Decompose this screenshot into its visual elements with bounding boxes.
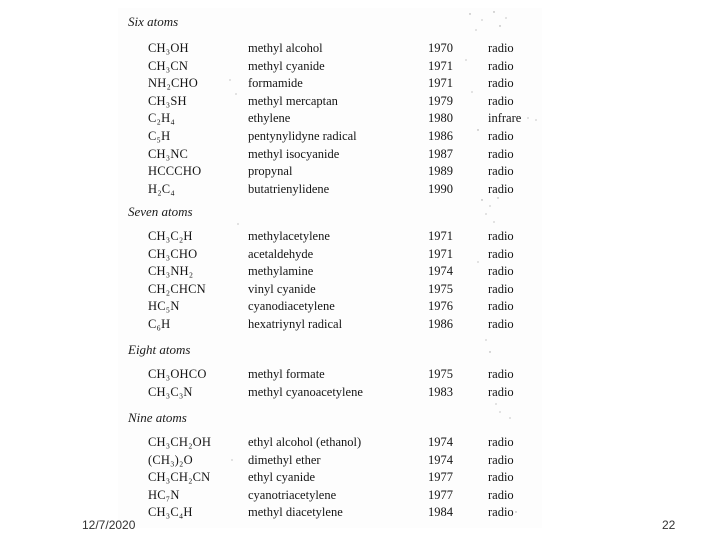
molecule-name: butatrienylidene bbox=[248, 181, 330, 196]
section-title: Eight atoms bbox=[128, 342, 191, 357]
table-row bbox=[0, 146, 720, 162]
discovery-year: 1986 bbox=[428, 317, 453, 331]
molecule-name: methyl isocyanide bbox=[248, 146, 340, 161]
molecule-name: hexatriynyl radical bbox=[248, 317, 343, 331]
detection-method: radio bbox=[488, 452, 514, 467]
detection-method: radio bbox=[488, 299, 514, 314]
molecule-name: methyl mercaptan bbox=[248, 93, 338, 108]
detection-method: radio bbox=[488, 181, 514, 196]
molecule-formula: C₆H bbox=[148, 317, 171, 331]
discovery-year: 1971 bbox=[428, 246, 453, 261]
table-row bbox=[0, 181, 720, 197]
table-row bbox=[0, 128, 720, 144]
molecule-name: dimethyl ether bbox=[248, 452, 321, 467]
table-row bbox=[0, 469, 720, 485]
molecule-name: ethyl alcohol (ethanol) bbox=[248, 435, 362, 449]
table-row bbox=[0, 75, 720, 91]
table-row bbox=[0, 58, 720, 74]
table-row bbox=[0, 384, 720, 400]
detection-method: radio bbox=[488, 435, 514, 449]
section-title: Six atoms bbox=[128, 14, 179, 29]
detection-method: radio bbox=[488, 487, 514, 502]
detection-method: radio bbox=[488, 41, 514, 55]
page-number: 22 bbox=[662, 518, 676, 532]
section-title: Seven atoms bbox=[128, 204, 193, 219]
molecule-formula: CH₃SH bbox=[148, 93, 187, 108]
molecule-name: methyl alcohol bbox=[248, 41, 323, 55]
detection-method: radio bbox=[488, 58, 514, 73]
discovery-year: 1974 bbox=[428, 264, 453, 279]
discovery-year: 1987 bbox=[428, 146, 453, 161]
detection-method: radio bbox=[488, 384, 514, 399]
detection-method: radio bbox=[488, 146, 514, 161]
table-row bbox=[0, 228, 720, 244]
discovery-year: 1975 bbox=[428, 367, 453, 381]
molecule-name: methyl cyanide bbox=[248, 58, 325, 73]
discovery-year: 1970 bbox=[428, 41, 453, 55]
table-row bbox=[0, 434, 720, 450]
discovery-year: 1984 bbox=[428, 505, 453, 520]
detection-method: radio bbox=[488, 246, 514, 261]
detection-method: radio bbox=[488, 470, 514, 485]
molecule-formula: CH₃CH₂OH bbox=[148, 435, 212, 449]
discovery-year: 1989 bbox=[428, 164, 453, 179]
discovery-year: 1977 bbox=[428, 470, 453, 485]
molecule-name: vinyl cyanide bbox=[248, 281, 316, 296]
discovery-year: 1971 bbox=[428, 229, 453, 243]
molecule-formula: C₂H₄ bbox=[148, 111, 175, 126]
discovery-year: 1977 bbox=[428, 487, 453, 502]
table-row bbox=[0, 298, 720, 314]
molecule-name: cyanodiacetylene bbox=[248, 299, 335, 314]
molecule-formula: HC₇N bbox=[148, 487, 180, 502]
molecule-formula: CH₃OHCO bbox=[148, 367, 207, 381]
molecule-name: acetaldehyde bbox=[248, 246, 314, 261]
detection-method: radio bbox=[488, 264, 514, 279]
table-row bbox=[0, 452, 720, 468]
molecule-formula: NH₂CHO bbox=[148, 76, 199, 91]
molecule-formula: H₂C₄ bbox=[148, 181, 175, 196]
molecule-formula: CH₂CHCN bbox=[148, 281, 206, 296]
footer-date: 12/7/2020 bbox=[82, 518, 136, 532]
detection-method: radio bbox=[488, 93, 514, 108]
discovery-year: 1974 bbox=[428, 435, 453, 449]
detection-method: radio bbox=[488, 367, 514, 381]
molecule-name: methylamine bbox=[248, 264, 314, 279]
molecule-formula: CH₃NC bbox=[148, 146, 189, 161]
table-row bbox=[0, 246, 720, 262]
detection-method: radio bbox=[488, 129, 514, 143]
detection-method: infrare bbox=[488, 111, 522, 126]
molecule-name: formamide bbox=[248, 76, 303, 91]
molecule-formula: HC₅N bbox=[148, 299, 180, 314]
molecule-name: ethyl cyanide bbox=[248, 470, 315, 485]
detection-method: radio bbox=[488, 505, 514, 520]
detection-method: radio bbox=[488, 317, 514, 331]
table-row bbox=[0, 163, 720, 179]
discovery-year: 1971 bbox=[428, 58, 453, 73]
detection-method: radio bbox=[488, 164, 514, 179]
discovery-year: 1976 bbox=[428, 299, 453, 314]
table-row bbox=[0, 110, 720, 126]
table-row bbox=[0, 281, 720, 297]
molecule-formula: CH₃NH₂ bbox=[148, 264, 194, 279]
detection-method: radio bbox=[488, 76, 514, 91]
molecule-formula: HCCCHO bbox=[148, 164, 202, 179]
molecule-formula: CH₃OH bbox=[148, 41, 189, 55]
discovery-year: 1975 bbox=[428, 281, 453, 296]
molecule-formula: CH₃CH₂CN bbox=[148, 470, 211, 485]
molecule-name: pentynylidyne radical bbox=[248, 129, 357, 143]
table-row bbox=[0, 40, 720, 56]
molecule-name: methyl diacetylene bbox=[248, 505, 343, 520]
molecule-formula: CH₃C₂H bbox=[148, 229, 193, 243]
molecule-name: methylacetylene bbox=[248, 229, 330, 243]
molecule-formula: CH₃C₄H bbox=[148, 505, 193, 520]
molecule-name: methyl formate bbox=[248, 367, 325, 381]
discovery-year: 1986 bbox=[428, 129, 453, 143]
table-row bbox=[0, 366, 720, 382]
molecule-name: propynal bbox=[248, 164, 293, 179]
discovery-year: 1990 bbox=[428, 181, 453, 196]
discovery-year: 1979 bbox=[428, 93, 453, 108]
molecule-formula: CH₃C₃N bbox=[148, 384, 193, 399]
discovery-year: 1974 bbox=[428, 452, 453, 467]
discovery-year: 1971 bbox=[428, 76, 453, 91]
molecule-formula: CH₃CN bbox=[148, 58, 189, 73]
molecule-name: cyanotriacetylene bbox=[248, 487, 337, 502]
discovery-year: 1983 bbox=[428, 384, 453, 399]
molecule-formula: (CH₃)₂O bbox=[148, 452, 193, 467]
molecule-name: methyl cyanoacetylene bbox=[248, 384, 363, 399]
detection-method: radio bbox=[488, 281, 514, 296]
detection-method: radio bbox=[488, 229, 514, 243]
table-row bbox=[0, 93, 720, 109]
section-title: Nine atoms bbox=[128, 410, 187, 425]
table-row bbox=[0, 263, 720, 279]
table-row bbox=[0, 316, 720, 332]
molecule-formula: C₅H bbox=[148, 129, 171, 143]
discovery-year: 1980 bbox=[428, 111, 453, 126]
molecule-name: ethylene bbox=[248, 111, 291, 126]
molecule-formula: CH₃CHO bbox=[148, 246, 198, 261]
table-row bbox=[0, 487, 720, 503]
